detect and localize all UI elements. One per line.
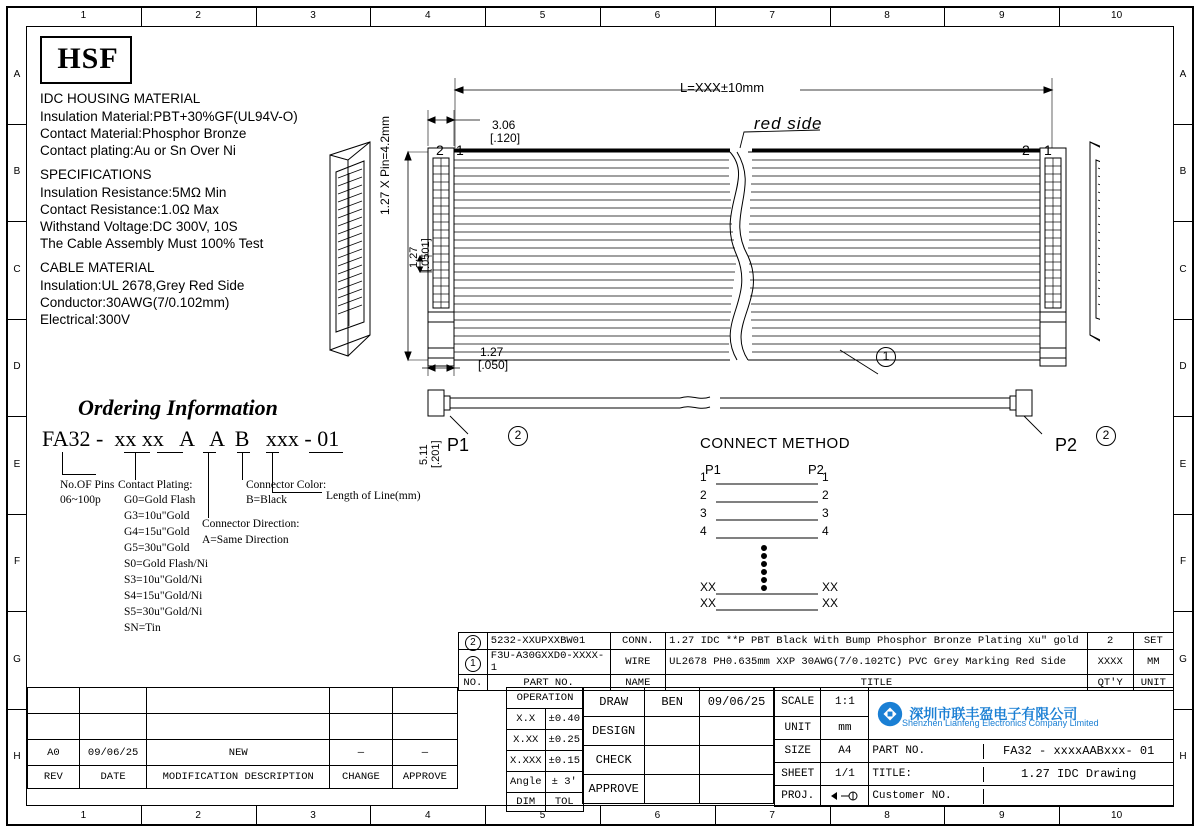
zone-top-3: 3 <box>310 10 316 21</box>
zone-tick-top <box>944 6 945 26</box>
connect-pin-right-1: 2 <box>822 488 829 502</box>
zone-bottom-10: 10 <box>1111 810 1123 821</box>
zone-top-10: 10 <box>1111 10 1123 21</box>
signoff-draw-label: DRAW <box>583 688 645 717</box>
legend-0-header: No.OF Pins <box>60 479 115 491</box>
zone-top-4: 4 <box>425 10 431 21</box>
signoff-approve-value <box>645 775 700 804</box>
spec-line-3: The Cable Assembly Must 100% Test <box>40 236 264 251</box>
connect-pin-right-4: XX <box>822 580 839 594</box>
bom-item-1-partno: F3U-A30GXXD0-XXXX-1 <box>487 650 610 675</box>
dim-127b-value: 1.27 <box>480 345 504 359</box>
legend-2-line-0: A=Same Direction <box>202 534 289 546</box>
projection-symbol-icon <box>821 786 869 807</box>
red-side-label: red side <box>754 114 823 133</box>
zone-bottom-2: 2 <box>195 810 201 821</box>
connect-pin-left-4: XX <box>700 580 717 594</box>
legend-2-header: Connector Direction: <box>202 518 300 530</box>
zone-tick-top <box>715 6 716 26</box>
bom-item-1-callout: 1 <box>465 656 481 672</box>
zone-tick-bottom <box>141 806 142 826</box>
zone-left-G: G <box>13 653 21 665</box>
dim-pin-value: 1.27 X Pin=4.2mm <box>378 115 392 215</box>
ordering-underline-2 <box>157 452 183 453</box>
signoff-approve-date <box>700 775 774 804</box>
zone-left-C: C <box>13 263 21 275</box>
zone-tick-top <box>485 6 486 26</box>
zone-right-D: D <box>1179 361 1187 373</box>
dim-127-value: 1.27 <box>408 246 420 268</box>
titleblock-size-label: SIZE <box>775 740 821 763</box>
left-iso-connector <box>330 142 370 356</box>
titleblock-scale-label: SCALE <box>775 688 821 717</box>
connect-pin-left-5: XX <box>700 596 717 610</box>
zone-tick-right <box>1174 416 1194 417</box>
zone-bottom-3: 3 <box>310 810 316 821</box>
signoff-draw-value: BEN <box>645 688 700 717</box>
zone-tick-left <box>6 514 26 515</box>
signoff-check-date <box>700 746 774 775</box>
revision-row-a0 <box>28 740 458 766</box>
company-name-en: Shenzhen Lianfeng Electronics Company Limited <box>902 718 1099 728</box>
zone-top-5: 5 <box>539 10 546 21</box>
zone-top-8: 8 <box>884 10 890 21</box>
dim-306-value: 3.06 <box>492 118 516 132</box>
zone-tick-left <box>6 319 26 320</box>
signoff-approve-label: APPROVE <box>583 775 645 804</box>
titleblock-scale-value: 1:1 <box>821 688 869 717</box>
zone-bottom-6: 6 <box>654 810 661 821</box>
connect-method-col-p1: P1 <box>705 462 721 477</box>
rev-a0-date: 09/06/25 <box>79 740 147 766</box>
zone-top-1: 1 <box>80 10 87 21</box>
signoff-draw-date: 09/06/25 <box>700 688 774 717</box>
legend-0-line-0: 06~100p <box>60 494 101 506</box>
legend-leader-2 <box>208 452 209 518</box>
cable-line-1: Conductor:30AWG(7/0.102mm) <box>40 295 230 310</box>
dim-127-inch: [.0501] <box>420 238 432 272</box>
ordering-underline-3 <box>203 452 216 453</box>
idc-housing-line-0: Insulation Material:PBT+30%GF(UL94V-O) <box>40 109 298 124</box>
zone-tick-left <box>6 416 26 417</box>
zone-tick-bottom <box>715 806 716 826</box>
p2-label: P2 <box>1055 435 1078 455</box>
rev-header-desc: MODIFICATION DESCRIPTION <box>147 766 330 789</box>
rev-a0-change: — <box>329 740 392 766</box>
revision-table <box>27 687 458 789</box>
callout-item-2-left: 2 <box>508 426 528 446</box>
vertical-dots <box>761 545 767 591</box>
legend-1-line-8: SN=Tin <box>124 622 161 634</box>
cable-material-title: CABLE MATERIAL <box>40 260 155 275</box>
bom-header-title: TITLE <box>666 675 1088 691</box>
bom-header-partno: PART NO. <box>487 675 610 691</box>
right-connector-front <box>1040 148 1066 366</box>
zone-tick-top <box>370 6 371 26</box>
spec-line-1: Contact Resistance:1.0Ω Max <box>40 202 219 217</box>
legend-leader-3 <box>242 452 243 480</box>
tol-header-tol: TOL <box>545 793 584 812</box>
bom-row-1 <box>459 650 1174 675</box>
zone-tick-bottom <box>600 806 601 826</box>
revision-row-blank-1 <box>28 688 458 714</box>
zone-top-9: 9 <box>999 10 1005 21</box>
zone-tick-top <box>1059 6 1060 26</box>
signoff-table <box>582 687 774 804</box>
hsf-logo-text: HSF <box>57 42 119 75</box>
zone-tick-left <box>6 124 26 125</box>
bom-item-2-name: CONN. <box>610 633 666 650</box>
legend-1-line-1: G3=10u"Gold <box>124 510 190 522</box>
zone-left-F: F <box>13 556 21 568</box>
tol-val-1: ±0.25 <box>545 730 584 751</box>
legend-1-line-7: S5=30u"Gold/Ni <box>124 606 203 618</box>
connect-pin-left-1: 2 <box>700 488 707 502</box>
bom-header-unit: UNIT <box>1133 675 1173 691</box>
company-name-cn: 深圳市联丰盈电子有限公司 <box>909 705 1078 722</box>
bom-item-2-unit: SET <box>1133 633 1173 650</box>
bom-item-2-title: 1.27 IDC **P PBT Black With Bump Phosphor Bronze Plating Xu" gold <box>666 633 1088 650</box>
zone-right-H: H <box>1179 751 1187 763</box>
item1-leader <box>840 350 878 374</box>
bom-item-1-unit: MM <box>1133 650 1173 675</box>
legend-3-line-0: B=Black <box>246 494 287 506</box>
zone-tick-top <box>256 6 257 26</box>
connect-pin-right-0: 1 <box>822 470 829 484</box>
zone-tick-left <box>6 709 26 710</box>
rev-a0-desc: NEW <box>147 740 330 766</box>
rev-a0-rev: A0 <box>28 740 80 766</box>
zone-right-B: B <box>1179 166 1187 178</box>
bom-header-name: NAME <box>610 675 666 691</box>
tol-dim-2: X.XXX <box>507 751 546 772</box>
idc-housing-title: IDC HOUSING MATERIAL <box>40 91 201 106</box>
dim-127b-inch: [.050] <box>478 358 509 372</box>
bom-row-2 <box>459 633 1174 650</box>
pin-1-left: 1 <box>456 142 464 158</box>
rev-blank1-change <box>329 688 392 714</box>
rev-blank2-change <box>329 714 392 740</box>
zone-tick-right <box>1174 319 1194 320</box>
cable-line-2: Electrical:300V <box>40 312 131 327</box>
titleblock-unit-label: UNIT <box>775 717 821 740</box>
callout-item-1: 1 <box>876 347 896 367</box>
titleblock-size-value: A4 <box>821 740 869 763</box>
bom-item-2-partno: 5232-XXUPXXBW01 <box>487 633 610 650</box>
specifications-title: SPECIFICATIONS <box>40 167 152 182</box>
bom-header-no: NO. <box>459 675 488 691</box>
bom-item-2-qty: 2 <box>1087 633 1133 650</box>
rev-header-change: CHANGE <box>329 766 392 789</box>
zone-left-E: E <box>13 458 21 470</box>
titleblock-sheet-label: SHEET <box>775 763 821 786</box>
zone-right-E: E <box>1179 458 1187 470</box>
pin-2-left: 2 <box>436 142 444 158</box>
legend-1-line-2: G4=15u"Gold <box>124 526 190 538</box>
hsf-logo <box>40 36 132 84</box>
zone-bottom-8: 8 <box>884 810 890 821</box>
tol-val-3: ± 3' <box>545 772 584 793</box>
titleblock-customer-label: Customer NO. <box>869 789 984 804</box>
titleblock-title-label: TITLE: <box>869 767 984 782</box>
zone-tick-left <box>6 221 26 222</box>
rev-a0-approve: — <box>392 740 457 766</box>
zone-top-7: 7 <box>769 10 775 21</box>
titleblock-title-value: 1.27 IDC Drawing <box>1021 767 1137 781</box>
dim-511-inch: [.201] <box>430 440 442 468</box>
legend-3-header: Connector Color: <box>246 479 327 491</box>
dim-306 <box>428 110 480 146</box>
legend-1-line-5: S3=10u"Gold/Ni <box>124 574 203 586</box>
zone-right-C: C <box>1179 263 1187 275</box>
rev-blank1-date <box>79 688 147 714</box>
p1-label: P1 <box>447 435 470 455</box>
right-iso-connector <box>1090 142 1100 356</box>
bom-header-qty: QT'Y <box>1087 675 1133 691</box>
ordering-information-title: Ordering Information <box>78 395 278 420</box>
company-logo-icon <box>877 701 903 727</box>
legend-1-header: Contact Plating: <box>118 479 193 491</box>
zone-left-H: H <box>13 751 21 763</box>
revision-row-blank-2 <box>28 714 458 740</box>
legend-1-line-0: G0=Gold Flash <box>124 494 196 506</box>
titleblock-partno-value: FA32 - xxxxAABxxx- 01 <box>1003 744 1155 758</box>
ribbon-conductors <box>454 160 1040 352</box>
zone-tick-bottom <box>1059 806 1060 826</box>
zone-left-A: A <box>13 68 21 80</box>
connect-method-lines <box>700 470 840 620</box>
zone-top-6: 6 <box>654 10 661 21</box>
dim-511-value: 5.11 <box>418 444 430 465</box>
zone-tick-bottom <box>256 806 257 826</box>
zone-tick-top <box>830 6 831 26</box>
bom-item-1-name: WIRE <box>610 650 666 675</box>
rev-blank1-desc <box>147 688 330 714</box>
titleblock-unit-value: mm <box>821 717 869 740</box>
legend-1-line-4: S0=Gold Flash/Ni <box>124 558 209 570</box>
zone-tick-right <box>1174 221 1194 222</box>
zone-bottom-7: 7 <box>769 810 775 821</box>
zone-left-D: D <box>13 361 21 373</box>
zone-right-F: F <box>1179 556 1187 568</box>
signoff-design-date <box>700 717 774 746</box>
tol-dim-1: X.XX <box>507 730 546 751</box>
zone-tick-right <box>1174 611 1194 612</box>
rev-blank1-rev <box>28 688 80 714</box>
pin-1-right: 1 <box>1044 142 1052 158</box>
rev-blank2-rev <box>28 714 80 740</box>
bom-table <box>458 632 1174 691</box>
connect-method-title: CONNECT METHOD <box>700 435 851 452</box>
zone-bottom-5: 5 <box>539 810 546 821</box>
titleblock-proj-label: PROJ. <box>775 786 821 807</box>
tolerance-table <box>506 687 584 812</box>
connect-method-col-p2: P2 <box>808 462 824 477</box>
titleblock-customer-value <box>984 789 1173 804</box>
zone-bottom-1: 1 <box>80 810 87 821</box>
spec-line-2: Withstand Voltage:DC 300V, 10S <box>40 219 238 234</box>
overall-length-label: L=XXX±10mm <box>680 80 765 95</box>
dim-306-inch: [.120] <box>490 131 521 145</box>
rev-blank2-approve <box>392 714 457 740</box>
rev-blank2-desc <box>147 714 330 740</box>
zone-tick-right <box>1174 514 1194 515</box>
zone-tick-bottom <box>830 806 831 826</box>
rev-header-rev: REV <box>28 766 80 789</box>
connect-pin-left-3: 4 <box>700 524 707 538</box>
tol-header-dim: DIM <box>507 793 546 812</box>
connect-pin-left-2: 3 <box>700 506 707 520</box>
zone-tick-bottom <box>485 806 486 826</box>
tol-val-0: ±0.40 <box>545 709 584 730</box>
legend-1-line-6: S4=15u"Gold/Ni <box>124 590 203 602</box>
tol-dim-0: X.X <box>507 709 546 730</box>
legend-leader-0 <box>62 452 63 474</box>
legend-leader-1 <box>135 452 136 480</box>
rev-header-date: DATE <box>79 766 147 789</box>
idc-housing-line-1: Contact Material:Phosphor Bronze <box>40 126 247 141</box>
signoff-check-label: CHECK <box>583 746 645 775</box>
cable-line-0: Insulation:UL 2678,Grey Red Side <box>40 278 245 293</box>
connect-pin-right-5: XX <box>822 596 839 610</box>
zone-tick-right <box>1174 124 1194 125</box>
signoff-design-label: DESIGN <box>583 717 645 746</box>
signoff-design-value <box>645 717 700 746</box>
zone-right-G: G <box>1179 653 1187 665</box>
zone-bottom-9: 9 <box>999 810 1005 821</box>
zone-tick-top <box>141 6 142 26</box>
rev-blank1-approve <box>392 688 457 714</box>
tol-dim-3: Angle <box>507 772 546 793</box>
bom-item-1-qty: XXXX <box>1087 650 1133 675</box>
zone-tick-right <box>1174 709 1194 710</box>
legend-leader-0b <box>62 474 96 475</box>
zone-right-A: A <box>1179 68 1187 80</box>
company-logo-cell <box>869 688 1174 740</box>
zone-tick-bottom <box>370 806 371 826</box>
tolerance-operation-label: OPERATION <box>507 688 584 709</box>
ordering-underline-1 <box>124 452 150 453</box>
ordering-underline-4 <box>237 452 250 453</box>
zone-tick-bottom <box>944 806 945 826</box>
titleblock-partno-label: PART NO. <box>869 744 984 759</box>
rev-blank2-date <box>79 714 147 740</box>
pin-2-right: 2 <box>1022 142 1030 158</box>
signoff-check-value <box>645 746 700 775</box>
connect-pin-left-0: 1 <box>700 470 707 484</box>
connect-pin-right-2: 3 <box>822 506 829 520</box>
zone-tick-left <box>6 611 26 612</box>
bom-item-1-title: UL2678 PH0.635mm XXP 30AWG(7/0.102TC) PVC Grey Marking Red Side <box>666 650 1088 675</box>
zone-bottom-4: 4 <box>425 810 431 821</box>
connect-pin-right-3: 4 <box>822 524 829 538</box>
legend-4-header: Length of Line(mm) <box>326 490 421 502</box>
rev-header-approve: APPROVE <box>392 766 457 789</box>
revision-header-row <box>28 766 458 789</box>
title-block <box>774 687 1174 807</box>
titleblock-sheet-value: 1/1 <box>821 763 869 786</box>
bom-item-2-callout: 2 <box>465 635 481 651</box>
spec-line-0: Insulation Resistance:5MΩ Min <box>40 185 227 200</box>
zone-tick-top <box>600 6 601 26</box>
zone-top-2: 2 <box>195 10 201 21</box>
zone-left-B: B <box>13 166 21 178</box>
dim-127-bottom <box>422 360 460 376</box>
idc-housing-line-2: Contact plating:Au or Sn Over Ni <box>40 143 236 158</box>
tol-val-2: ±0.15 <box>545 751 584 772</box>
callout-item-2-right: 2 <box>1096 426 1116 446</box>
legend-1-line-3: G5=30u"Gold <box>124 542 190 554</box>
ordering-code: FA32 - xx xx A A B xxx - 01 <box>42 426 340 451</box>
